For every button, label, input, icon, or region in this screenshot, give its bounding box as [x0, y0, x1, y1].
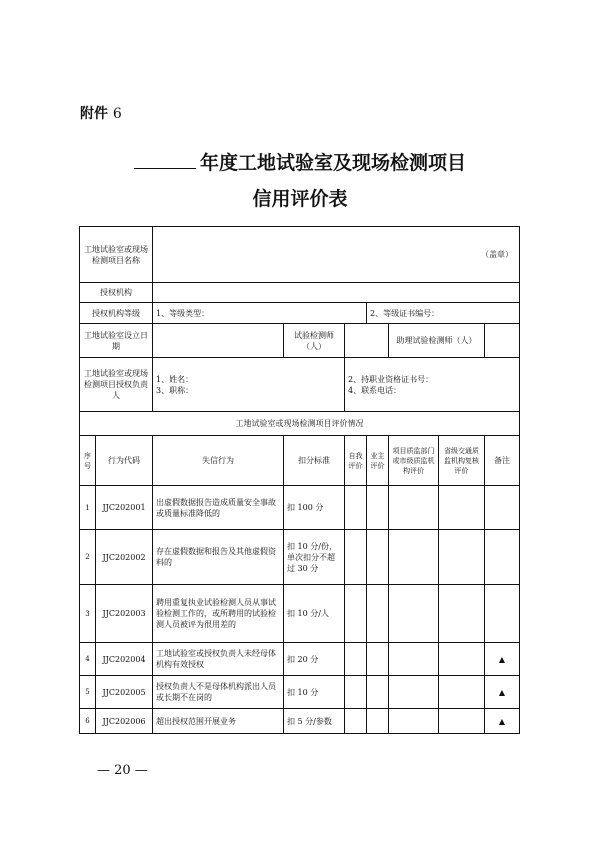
- table-row: 1 JJC202001 出虚假数据报告造成质量安全事故或质量标准降低的 扣 100 分: [80, 486, 520, 530]
- lab-name-label: 工地试验室或现场检测项目名称: [80, 227, 153, 283]
- attachment-label: 附件 6: [80, 106, 122, 122]
- page-title: 年度工地试验室及现场检测项目: [0, 148, 600, 175]
- grade-type: 1、等级类型：: [153, 303, 367, 324]
- responsible-left: [153, 358, 345, 412]
- section-title: 工地试验室或现场检测项目评价情况: [80, 412, 520, 436]
- table-row: 5 JJC202005 授权负责人不是母体机构派出人员或长期不在岗的 扣 10 分 ▲: [80, 676, 520, 709]
- assistant-value: [485, 324, 520, 358]
- authorizing-org-value: [153, 283, 520, 303]
- table-row: 6 JJC202006 超出授权范围开展业务 扣 5 分/参数 ▲: [80, 709, 520, 734]
- grade-cert-no: 2、等级证书编号：: [367, 303, 520, 324]
- page-number: — 20 —: [97, 763, 148, 778]
- resp-name: 1、姓名：: [156, 374, 194, 384]
- col-self: 自我评价: [345, 436, 367, 486]
- engineer-value: [345, 324, 389, 358]
- col-seq: 序号: [80, 436, 96, 486]
- col-project-sup: 项目质监部门或市级质监机构评价: [389, 436, 439, 486]
- resp-cert: 2、持职业资格证书号：: [348, 374, 434, 384]
- authorizing-org-label: 授权机构: [80, 283, 153, 303]
- assistant-label: 助理试验检测师（人）: [389, 324, 485, 358]
- established-value: [153, 324, 284, 358]
- remark-triangle: [485, 585, 520, 643]
- page-subtitle: 信用评价表: [252, 188, 348, 210]
- remark-triangle: [485, 530, 520, 585]
- established-label: 工地试验室设立日期: [80, 324, 153, 358]
- attachment-number: 6: [112, 106, 122, 122]
- col-behavior: 失信行为: [153, 436, 284, 486]
- responsible-right: [345, 358, 520, 412]
- resp-title: 3、职称：: [156, 385, 194, 395]
- col-standard: 扣分标准: [284, 436, 345, 486]
- remark-triangle: ▲: [485, 676, 520, 709]
- responsible-label: 工地试验室或现场检测项目授权负责人: [80, 358, 153, 412]
- remark-triangle: [485, 486, 520, 530]
- table-row: 3 JJC202003 聘用重复执业试验检测人员从事试验检测工作的，或所聘用的试验检测人员被评为很用差的 扣 10 分/人: [80, 585, 520, 643]
- year-blank: [134, 152, 196, 169]
- table-row: 2 JJC202002 存在虚假数据和报告及其他虚假资料的 扣 10 分/份，单次扣分不超过 30 分: [80, 530, 520, 585]
- credit-evaluation-table: [79, 226, 520, 734]
- engineer-label: 试验检测师（人）: [284, 324, 345, 358]
- remark-triangle: ▲: [485, 709, 520, 734]
- seal-cell: [153, 227, 520, 283]
- grade-label: 授权机构等级: [80, 303, 153, 324]
- col-prov-sup: 省级交通质监机构复核评价: [439, 436, 485, 486]
- table-row: 4 JJC202004 工地试验室或授权负责人未经母体机构有效授权 扣 20 分 ▲: [80, 643, 520, 676]
- seal-text: （盖章）: [481, 250, 513, 259]
- remark-triangle: ▲: [485, 643, 520, 676]
- col-remark: 备注: [485, 436, 520, 486]
- resp-phone: 4、联系电话：: [348, 385, 402, 395]
- col-owner: 业主评价: [367, 436, 389, 486]
- col-code: 行为代码: [96, 436, 153, 486]
